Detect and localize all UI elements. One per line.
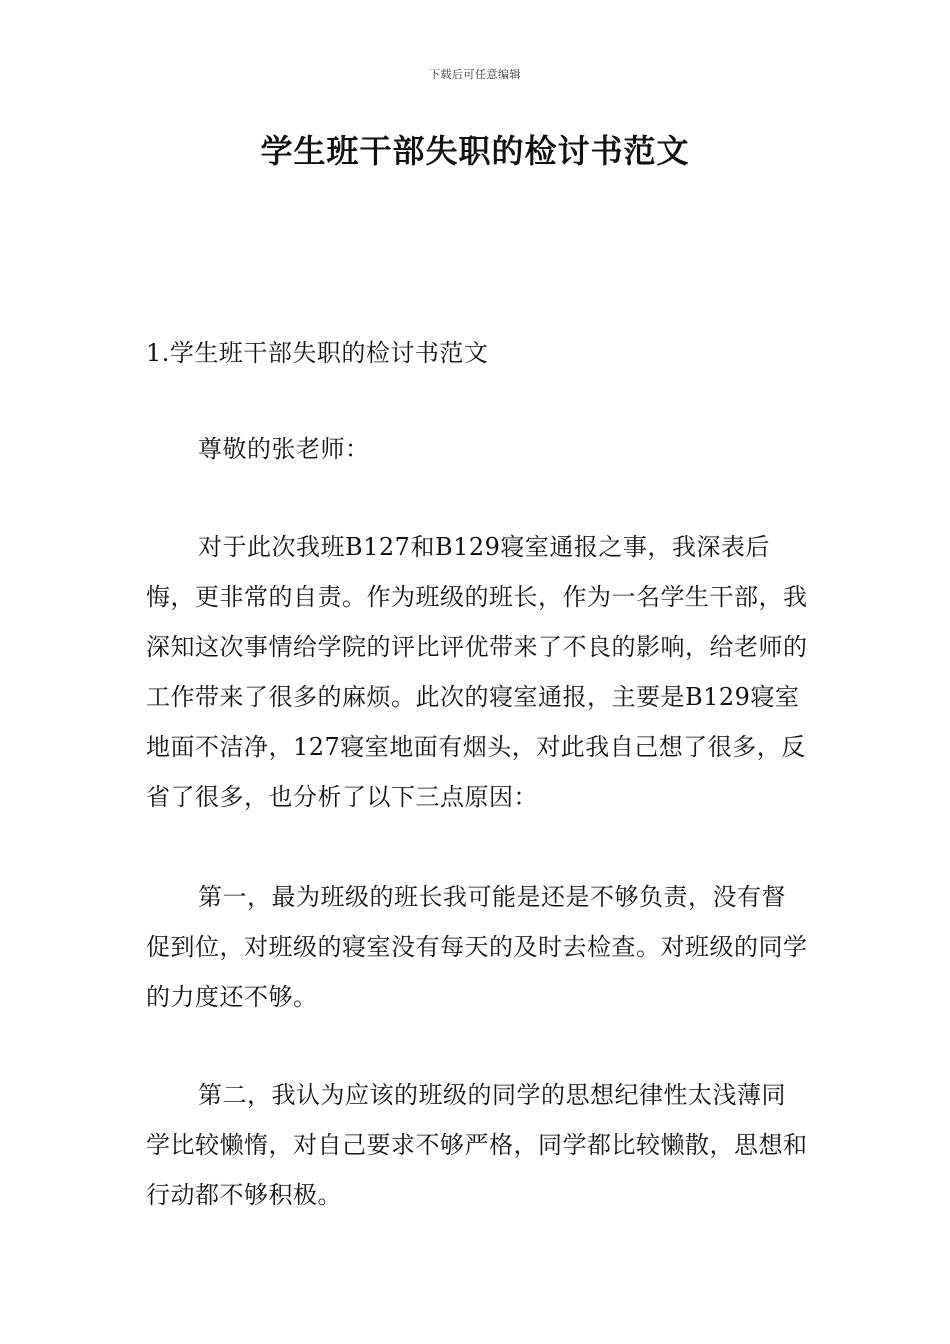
header-note: 下载后可任意编辑: [429, 68, 521, 81]
paragraph-3: 第二，我认为应该的班级的同学的思想纪律性太浅薄同学比较懒惰，对自己要求不够严格，同学都比较懒散，思想和行动都不够积极。: [146, 1081, 808, 1209]
paragraph-2: 第一，最为班级的班长我可能是还是不够负责，没有督促到位，对班级的寝室没有每天的及时去检查。对班级的同学的力度还不够。: [146, 883, 808, 1011]
document-title: 学生班干部失职的检讨书范文: [260, 132, 690, 170]
salutation: 尊敬的张老师：: [198, 435, 370, 463]
section-heading: 1.学生班干部失职的检讨书范文: [146, 339, 489, 367]
paragraph-1: 对于此次我班B127和B129寝室通报之事，我深表后悔，更非常的自责。作为班级的班长，作为一名学生干部，我深知这次事情给学院的评比评优带来了不良的影响，给老师的工作带来了很多的麻烦。此次的寝室通报，主要是B129寝室地面不洁净，127寝室地面有烟头，对此我自己想了很多，反省了很多，也分析了以下三点原因：: [146, 533, 808, 811]
